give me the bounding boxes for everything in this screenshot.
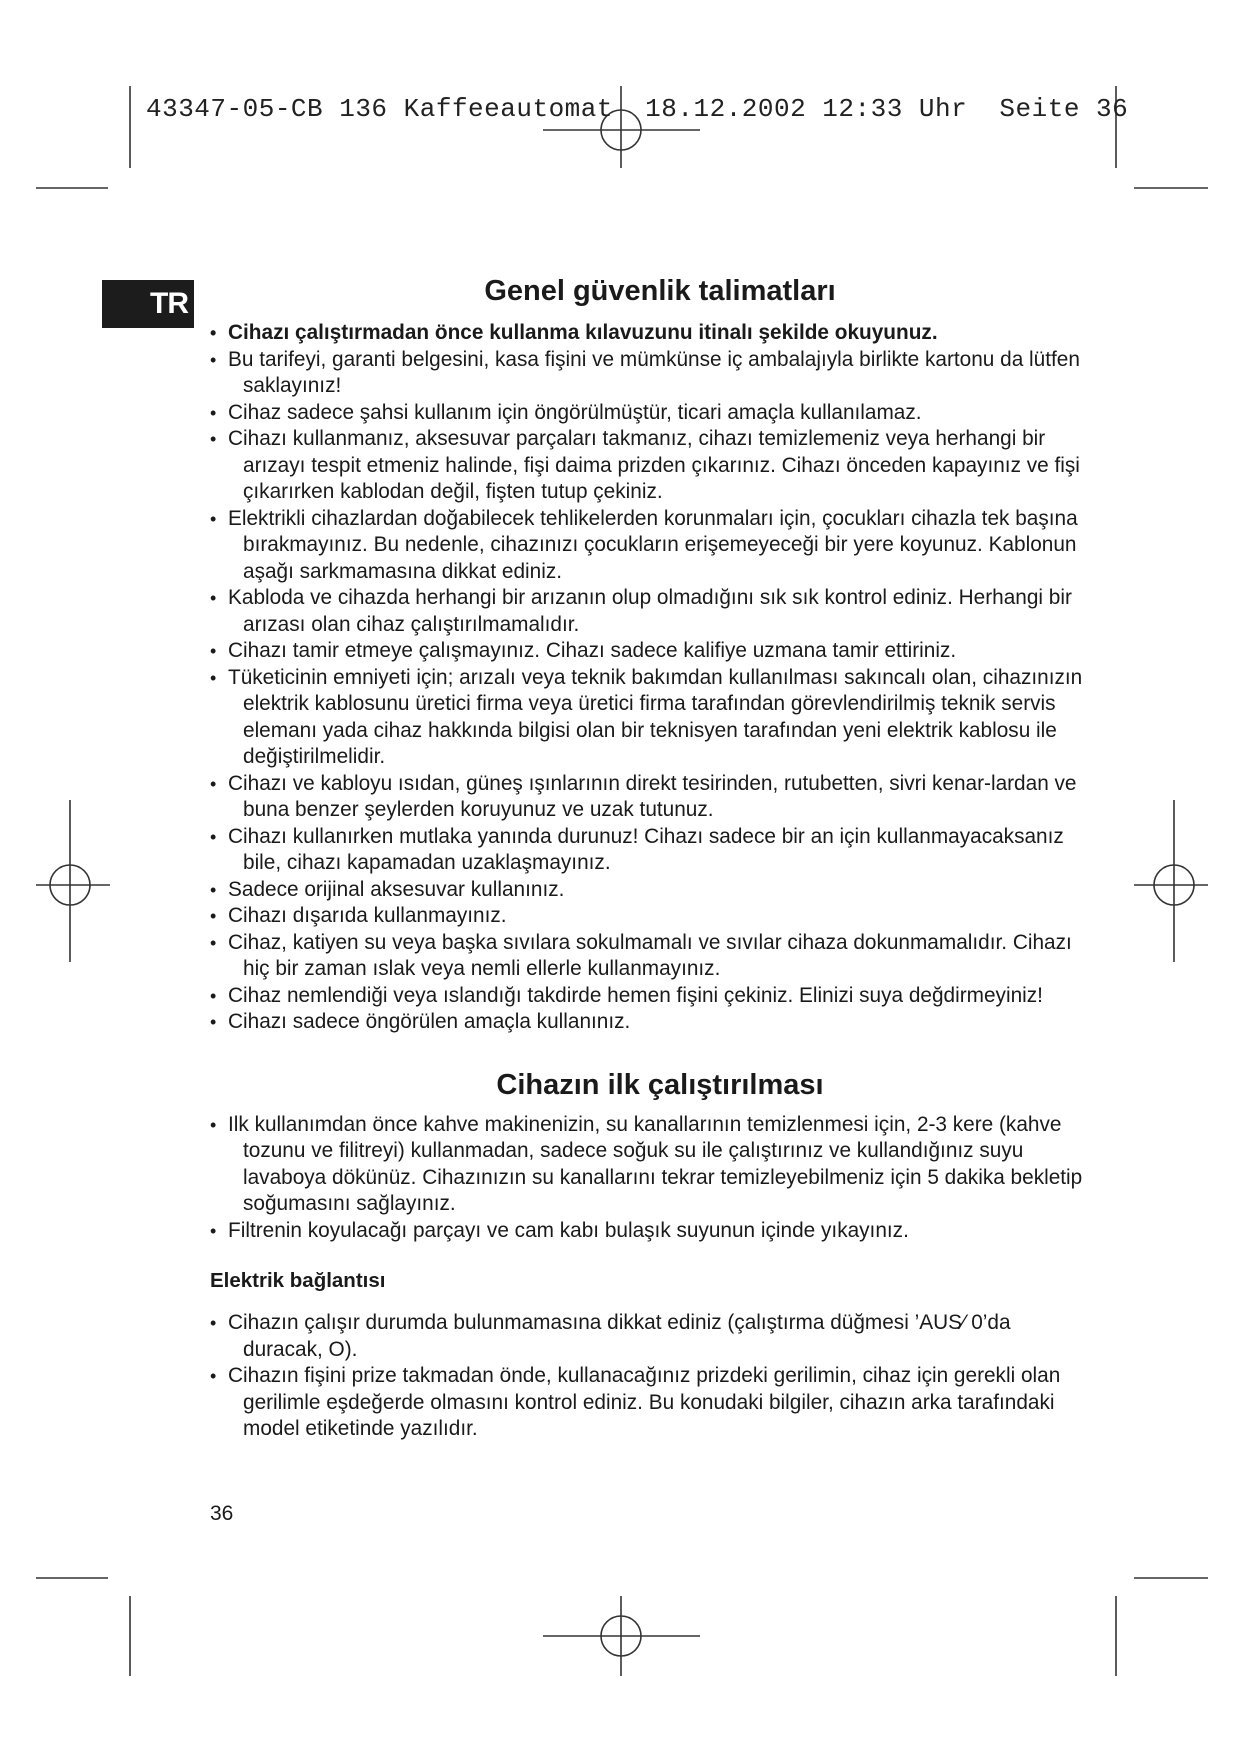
list-item: • Cihaz sadece şahsi kullanım için öngörülmüştür, ticari amaçla kullanılamaz. bbox=[210, 400, 1090, 427]
first-use-list bbox=[210, 1112, 1090, 1245]
language-tab: TR bbox=[102, 280, 194, 328]
register-mark-bottom bbox=[543, 1596, 700, 1676]
safety-instructions-list bbox=[210, 320, 1090, 1036]
print-slug-line: 43347-05-CB 136 Kaffeeautomat 18.12.2002 12:33 Uhr Seite 36 bbox=[146, 94, 1129, 124]
page-content bbox=[210, 272, 1090, 1443]
list-item: • Cihazın çalışır durumda bulunmamasına dikkat ediniz (çalıştırma düğmesi ’AUS⁄ 0’da duracak, O). bbox=[210, 1310, 1090, 1363]
electrical-connection-heading: Elektrik bağlantısı bbox=[210, 1269, 386, 1292]
register-mark-left bbox=[36, 800, 110, 962]
list-item: • Cihazı dışarıda kullanmayınız. bbox=[210, 903, 1090, 930]
list-item: • Ilk kullanımdan önce kahve makinenizin, su kanallarının temizlenmesi için, 2-3 kere (kahve tozunu ve filitreyi) kullanmadan, sadece soğuk su ile çalıştırınız ve kullandığınız suyu lavaboya dökünüz. Cihazınızın su kanallarını tekrar temizleyebilmeniz için 5 dakika bekletip soğumasını sağlayınız. bbox=[210, 1112, 1090, 1218]
first-use-title: Cihazın ilk çalıştırılması bbox=[496, 1068, 824, 1101]
list-item: • Cihazı ve kabloyu ısıdan, güneş ışınlarının direkt tesirinden, rutubetten, sivri kenar-lardan ve buna benzer şeylerden koruyunuz ve uzak tutunuz. bbox=[210, 771, 1090, 824]
electrical-connection-list bbox=[210, 1310, 1090, 1443]
safety-instructions-title: Genel güvenlik talimatları bbox=[484, 275, 836, 307]
list-item: • Elektrikli cihazlardan doğabilecek tehlikelerden korunmaları için, çocukları cihazla tek başına bırakmayınız. Bu nedenle, cihazınızı çocukların erişemeyeceği bir yere koyunuz. Kablonun aşağı sarkmamasına dikkat ediniz. bbox=[210, 506, 1090, 586]
list-item: • Cihazı tamir etmeye çalışmayınız. Cihazı sadece kalifiye uzmana tamir ettiriniz. bbox=[210, 638, 1090, 665]
list-item: • Filtrenin koyulacağı parçayı ve cam kabı bulaşık suyunun içinde yıkayınız. bbox=[210, 1218, 1090, 1245]
register-mark-right bbox=[1134, 800, 1208, 962]
list-item: • Cihaz nemlendiği veya ıslandığı takdirde hemen fişini çekiniz. Elinizi suya değdirmeyiniz! bbox=[210, 983, 1090, 1010]
list-item: • Sadece orijinal aksesuvar kullanınız. bbox=[210, 877, 1090, 904]
list-item: • Cihazı çalıştırmadan önce kullanma kılavuzunu itinalı şekilde okuyunuz. bbox=[210, 320, 1090, 347]
page-number: 36 bbox=[210, 1502, 234, 1525]
list-item: • Cihazın fişini prize takmadan önde, kullanacağınız prizdeki gerilimin, cihaz için gerekli olan gerilimle eşdeğerde olmasını kontrol ediniz. Bu konudaki bilgiler, cihazın arka tarafındaki model etiketinde yazılıdır. bbox=[210, 1363, 1090, 1443]
list-item: • Cihaz, katiyen su veya başka sıvılara sokulmamalı ve sıvılar cihaza dokunmamalıdır. Cihazı hiç bir zaman ıslak veya nemli ellerle kullanmayınız. bbox=[210, 930, 1090, 983]
list-item: • Tüketicinin emniyeti için; arızalı veya teknik bakımdan kullanılması sakıncalı olan, cihazınızın elektrik kablosunu üretici firma veya üretici firma tarafından görevlendirilmiş teknik servis elemanı yada cihaz hakkında bilgisi olan bir teknisyen tarafından yeni elektrik kablosu ile değiştirilmelidir. bbox=[210, 665, 1090, 771]
list-item: • Kabloda ve cihazda herhangi bir arızanın olup olmadığını sık sık kontrol ediniz. Herhangi bir arızası olan cihaz çalıştırılmamalıdır. bbox=[210, 585, 1090, 638]
list-item: • Bu tarifeyi, garanti belgesini, kasa fişini ve mümkünse iç ambalajıyla birlikte kartonu da lütfen saklayınız! bbox=[210, 347, 1090, 400]
list-item: • Cihazı sadece öngörülen amaçla kullanınız. bbox=[210, 1009, 1090, 1036]
list-item: • Cihazı kullanmanız, aksesuvar parçaları takmanız, cihazı temizlemeniz veya herhangi bir arızayı tespit etmeniz halinde, fişi daima prizden çıkarınız. Cihazı önceden kapayınız ve fişi çıkarırken kablodan değil, fişten tutup çekiniz. bbox=[210, 426, 1090, 506]
list-item: • Cihazı kullanırken mutlaka yanında durunuz! Cihazı sadece bir an için kullanmayacaksanız bile, cihazı kapamadan uzaklaşmayınız. bbox=[210, 824, 1090, 877]
